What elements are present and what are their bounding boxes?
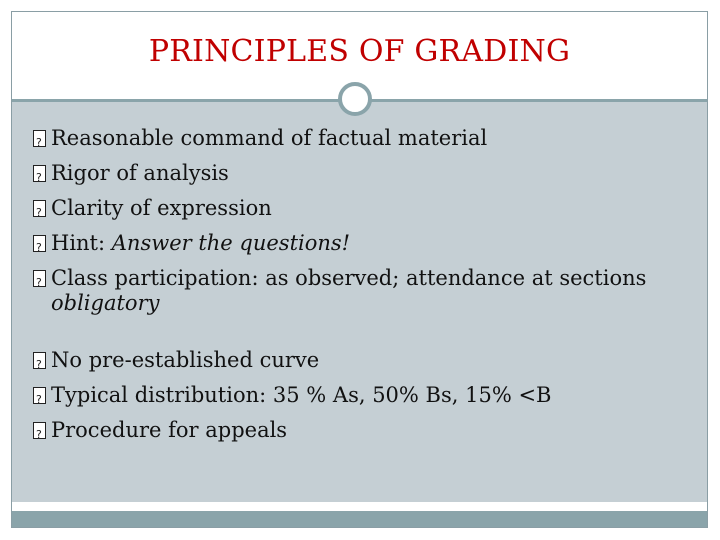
missing-glyph-box-icon	[33, 235, 46, 252]
bullet-text: Typical distribution: 35 % As, 50% Bs, 15% <B	[51, 383, 552, 407]
missing-glyph-box-icon	[33, 270, 46, 287]
list-item	[33, 196, 693, 221]
bullet-text: Reasonable command of factual material	[51, 126, 488, 150]
missing-glyph-box-icon	[33, 422, 46, 439]
list-item	[33, 266, 693, 316]
bullet-list	[33, 126, 693, 453]
list-item	[33, 418, 693, 443]
bullet-text-prefix: Hint:	[51, 231, 112, 255]
list-item	[33, 161, 693, 186]
list-item	[33, 383, 693, 408]
missing-glyph-box-icon	[33, 130, 46, 147]
bullet-text-italic: Answer the questions!	[111, 231, 351, 255]
list-item	[33, 231, 693, 256]
missing-glyph-box-icon	[33, 387, 46, 404]
missing-glyph-box-icon	[33, 200, 46, 217]
list-item	[33, 348, 693, 373]
slide-title: PRINCIPLES OF GRADING	[148, 34, 571, 69]
bullet-text-italic: obligatory	[51, 291, 160, 315]
missing-glyph-box-icon	[33, 352, 46, 369]
bullet-text: Clarity of expression	[51, 196, 272, 220]
missing-glyph-box-icon	[33, 165, 46, 182]
bullet-text-prefix: Class participation: as observed; attendance at sections	[51, 266, 647, 290]
bullet-text: Procedure for appeals	[51, 418, 288, 442]
slide	[11, 11, 708, 528]
bullet-text: Rigor of analysis	[51, 161, 229, 185]
bullet-text: No pre-established curve	[51, 348, 320, 372]
footer-bar	[12, 511, 707, 527]
list-item	[33, 126, 693, 151]
ring-ornament-icon	[338, 82, 372, 116]
